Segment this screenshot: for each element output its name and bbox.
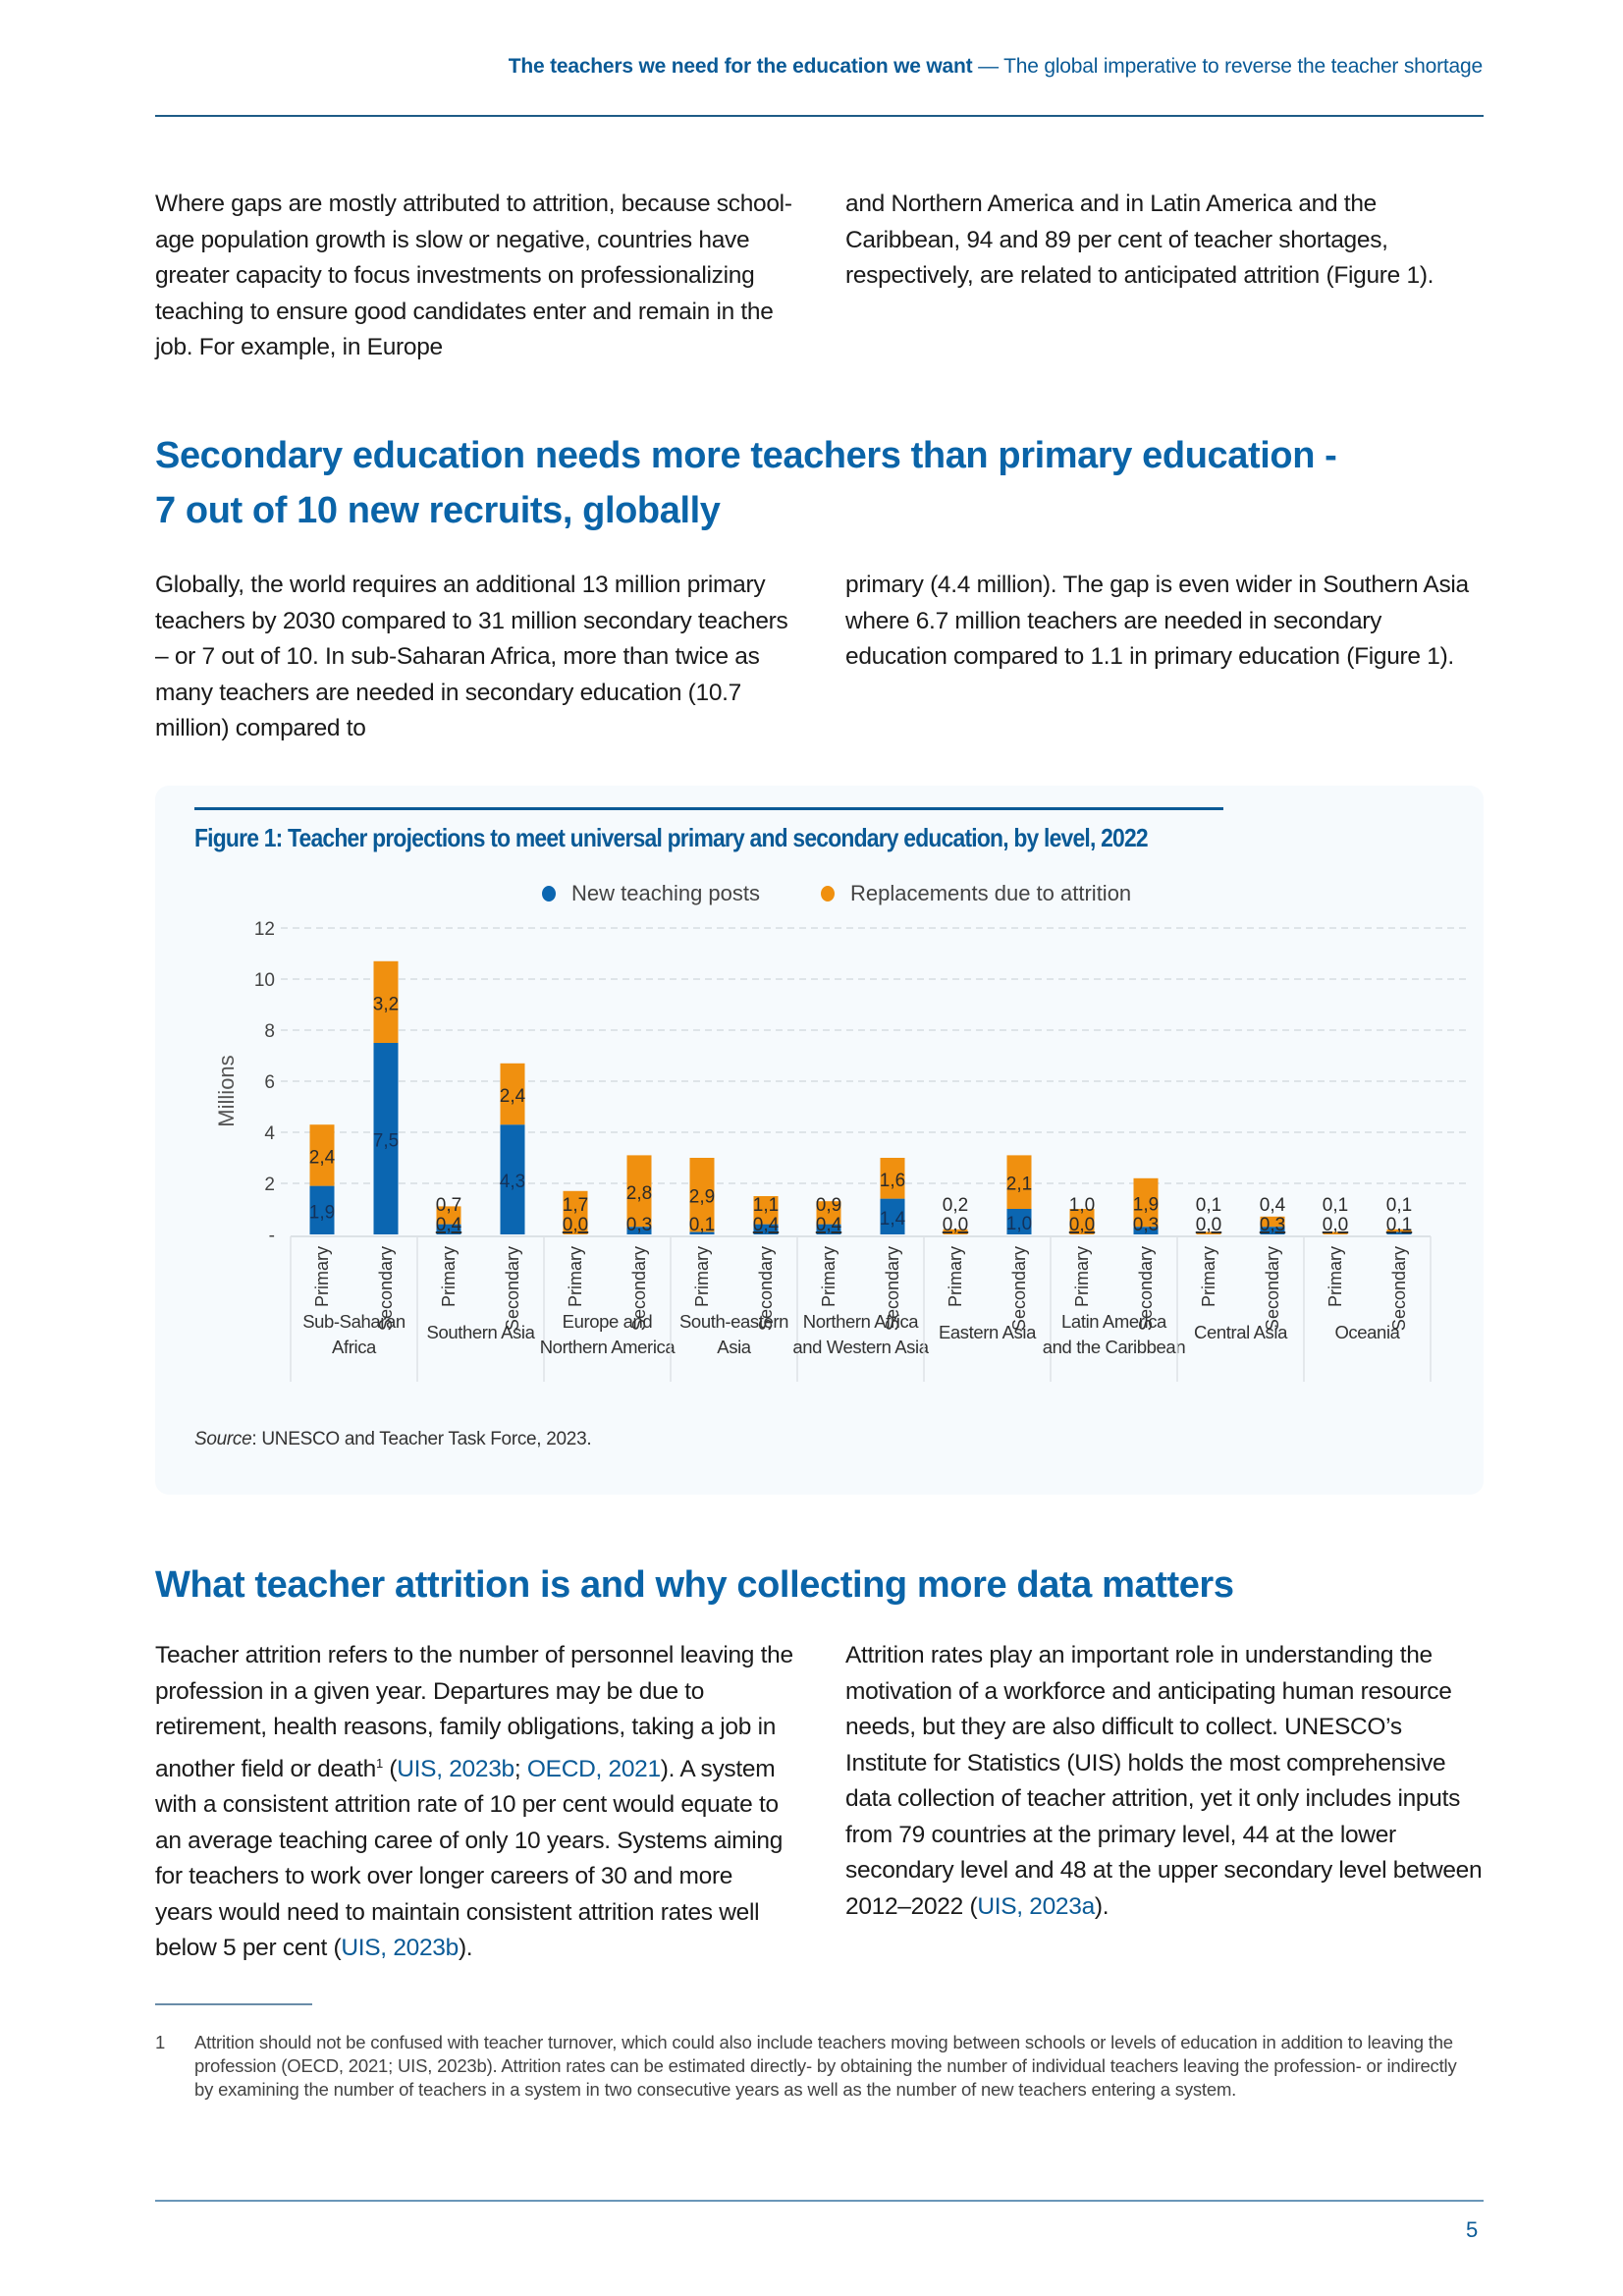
intro-columns: [155, 187, 1484, 366]
x-group-label: Sub-Saharan: [302, 1311, 406, 1332]
x-tick-label-level: Primary: [566, 1246, 585, 1307]
left-text-end: ).: [458, 1935, 473, 1962]
x-tick-label-level: Primary: [439, 1246, 459, 1307]
figure-title: Figure 1: Teacher projections to meet universal primary and secondary education, by level, 2022: [194, 823, 1148, 852]
data-label-new-posts: 0,1: [688, 1215, 716, 1235]
data-label-attrition: 0,1: [1322, 1195, 1349, 1216]
data-label-new-posts: 0,1: [1385, 1215, 1413, 1235]
intro-left-column: [155, 187, 793, 366]
y-tick-label: 10: [253, 970, 275, 991]
data-label-attrition: 1,0: [1068, 1195, 1096, 1216]
data-label-attrition: 3,2: [372, 994, 400, 1015]
data-label-attrition: 2,4: [499, 1086, 526, 1107]
data-label-new-posts: 1,4: [879, 1208, 906, 1230]
y-tick-label: 6: [264, 1072, 275, 1093]
figure-title-rule: [194, 807, 1223, 810]
x-tick-label-level: Secondary: [1009, 1246, 1029, 1332]
x-tick-label-level: Primary: [1072, 1246, 1092, 1307]
data-label-new-posts: 0,4: [815, 1215, 842, 1235]
data-label-attrition: 2,9: [688, 1186, 716, 1208]
intro-left-text: Where gaps are mostly attributed to attrition, because school-age population growth is slow or negative, countries have greater capacity to focus investments on professionalizing teaching to ensure good candidates enter and remain in the job. For example, in Europe: [155, 191, 792, 360]
footnote-text: Attrition should not be confused with teacher turnover, which could also include teachers moving between schools or levels of education in addition to leaving the profession (OECD, 2021; UIS, 2023b). Attrition rates can be estimated directly- by obtaining the number of individual teachers leaving the profession- or indirectly by examining the number of teachers in a system in two consecutive years as well as the number of new teachers entering a system.: [194, 2032, 1457, 2100]
citation-link-uis-2023b-2[interactable]: UIS, 2023b: [341, 1935, 459, 1962]
section2-heading: What teacher attrition is and why collecting more data matters: [155, 1564, 1234, 1606]
section1-heading-line1: Secondary education needs more teachers than primary education -: [155, 435, 1337, 476]
x-group-label: Eastern Asia: [938, 1322, 1037, 1342]
legend-label-new-posts: New teaching posts: [571, 881, 760, 905]
page-number: 5: [1466, 2217, 1479, 2242]
section1-heading-line2: 7 out of 10 new recruits, globally: [155, 490, 721, 531]
header-rule: [155, 115, 1484, 117]
right-text-end: ).: [1094, 1892, 1109, 1920]
citation-link-oecd-2021[interactable]: OECD, 2021: [526, 1755, 661, 1782]
x-group-label: Northern Africa: [802, 1311, 919, 1332]
x-group-label: Southern Asia: [426, 1322, 535, 1342]
data-label-attrition: 1,1: [752, 1195, 780, 1216]
data-label-attrition: 1,6: [879, 1170, 906, 1191]
citation-link-uis-2023a[interactable]: UIS, 2023a: [977, 1892, 1095, 1920]
data-label-new-posts: 0,3: [1132, 1215, 1160, 1235]
x-group-label: Africa: [332, 1337, 376, 1357]
x-tick-label-level: Secondary: [1263, 1246, 1282, 1332]
data-label-new-posts: 0,3: [1259, 1215, 1286, 1235]
legend-dot-orange-icon: [821, 886, 835, 902]
x-group-label: Latin America: [1061, 1311, 1166, 1332]
x-tick-label-level: Primary: [1199, 1246, 1218, 1307]
x-tick-label-level: Secondary: [503, 1246, 522, 1332]
section1-heading: [155, 428, 1336, 538]
x-group-label: Europe and: [562, 1311, 653, 1332]
y-tick-label: -: [268, 1226, 275, 1246]
x-tick-label-level: Secondary: [1136, 1246, 1156, 1332]
data-label-new-posts: 0,0: [1322, 1215, 1349, 1235]
data-label-attrition: 0,4: [1259, 1195, 1286, 1216]
running-header-title: The teachers we need for the education we want: [508, 55, 973, 78]
right-text: Attrition rates play an important role in understanding the motivation of a workforce and anticipating human resource needs, but they are also difficult to collect. UNESCO’s Institute for Statistics (UIS) holds the most comprehensive data collection of teacher attrition, yet it only includes inputs from 79 countries at the primary level, 44 at the lower secondary level and 48 at the upper secondary level between 2012–2022 (: [845, 1642, 1483, 1920]
left-text-part1: Teacher attrition refers to the number of personnel leaving the profession in a given year. Departures may be due to retirement, health reasons, family obligations, taking a job in another field or death: [155, 1642, 793, 1782]
legend-dot-blue-icon: [542, 886, 556, 902]
stacked-bar-chart: [155, 903, 1484, 1394]
y-tick-label: 12: [253, 919, 275, 940]
data-label-new-posts: 0,3: [625, 1215, 653, 1235]
x-tick-label-level: Secondary: [1389, 1246, 1409, 1332]
footnote-number: 1: [155, 2032, 166, 2052]
x-tick-label-level: Primary: [692, 1246, 712, 1307]
x-tick-label-level: Secondary: [883, 1246, 902, 1332]
data-label-new-posts: 0,0: [942, 1215, 969, 1235]
x-group-label: Central Asia: [1194, 1322, 1287, 1342]
x-group-label: Asia: [717, 1337, 751, 1357]
source-label: Source: [194, 1429, 252, 1449]
data-label-attrition: 2,1: [1005, 1174, 1033, 1195]
data-label-new-posts: 0,0: [562, 1215, 589, 1235]
source-text: : UNESCO and Teacher Task Force, 2023.: [251, 1429, 592, 1449]
data-label-new-posts: 1,0: [1005, 1214, 1033, 1234]
data-label-new-posts: 0,4: [752, 1215, 780, 1235]
x-group-label: Oceania: [1334, 1322, 1400, 1342]
footnote: [155, 2031, 1471, 2102]
x-tick-label-level: Secondary: [756, 1246, 776, 1332]
x-group-label: South-eastern: [678, 1311, 789, 1332]
x-group-label: and Western Asia: [792, 1337, 929, 1357]
x-tick-label-level: Primary: [946, 1246, 965, 1307]
x-group-label: and the Caribbean: [1042, 1337, 1186, 1357]
section1-right-column: [845, 568, 1484, 747]
section1-right-text: primary (4.4 million). The gap is even wider in Southern Asia where 6.7 million teachers are needed in secondary education compared to 1.1 in primary education (Figure 1).: [845, 572, 1469, 670]
citation-link-uis-2023b[interactable]: UIS, 2023b: [397, 1755, 514, 1782]
figure-source: [194, 1429, 591, 1450]
intro-right-column: [845, 187, 1484, 366]
y-tick-label: 8: [264, 1021, 275, 1042]
data-label-new-posts: 1,9: [308, 1202, 336, 1224]
running-header-subtitle: — The global imperative to reverse the teacher shortage: [972, 55, 1483, 78]
x-tick-label-level: Primary: [819, 1246, 839, 1307]
y-tick-label: 2: [264, 1175, 275, 1195]
data-label-new-posts: 0,0: [1068, 1215, 1096, 1235]
footer-rule: [155, 2200, 1484, 2202]
section2-right-text: [845, 1638, 1484, 1925]
footnote-ref[interactable]: 1: [375, 1755, 383, 1771]
data-label-attrition: 0,9: [815, 1195, 842, 1216]
data-label-attrition: 1,9: [1132, 1194, 1160, 1216]
x-tick-label-level: Primary: [1325, 1246, 1345, 1307]
data-label-attrition: 0,1: [1385, 1195, 1413, 1216]
data-label-attrition: 1,7: [562, 1195, 589, 1216]
intro-right-text: and Northern America and in Latin America and the Caribbean, 94 and 89 per cent of teacher shortages, respectively, are related to anticipated attrition (Figure 1).: [845, 191, 1434, 289]
data-label-new-posts: 0,4: [435, 1215, 462, 1235]
data-label-attrition: 2,4: [308, 1147, 336, 1169]
data-label-new-posts: 4,3: [499, 1172, 526, 1193]
x-tick-label-level: Secondary: [629, 1246, 649, 1332]
section2-columns: [155, 1638, 1484, 1967]
data-label-attrition: 2,8: [625, 1182, 653, 1204]
running-header: [509, 55, 1483, 79]
footnote-rule: [155, 2003, 312, 2005]
y-tick-label: 4: [264, 1123, 275, 1144]
section1-columns: [155, 568, 1484, 747]
section2-left-column: [155, 1638, 793, 1967]
data-label-new-posts: 7,5: [372, 1130, 400, 1152]
data-label-new-posts: 0,0: [1195, 1215, 1222, 1235]
left-text-part2: ). A system with a consistent attrition rate of 10 per cent would equate to an average teaching caree of only 10 years. Systems aiming for teachers to work over longer careers of 30 and more years would need to maintain consistent attrition rates well below 5 per cent (: [155, 1755, 784, 1962]
section1-left-column: [155, 568, 793, 747]
section2-left-text: Teacher attrition refers to the number of personnel leaving the profession in a given year. Departures may be due to retirement, health reasons, family obligations, taking a job in another field or death$^1$ (UIS, 2023b; OECD, 2021). A system with a consistent attrition rate of 10 per cent would equate to an average teaching caree of only 10 years. Systems aiming for teachers to work over longer careers of 30 and more years would need to maintain consistent attrition rates well below 5 per cent (UIS, 2023b).: [155, 1642, 793, 1962]
x-tick-label-level: Primary: [312, 1246, 332, 1307]
x-group-label: Northern America: [539, 1337, 676, 1357]
data-label-attrition: 0,7: [435, 1195, 462, 1216]
section2-right-column: [845, 1638, 1484, 1967]
data-label-attrition: 0,1: [1195, 1195, 1222, 1216]
x-tick-label-level: Secondary: [376, 1246, 396, 1332]
data-label-attrition: 0,2: [942, 1195, 969, 1216]
section1-left-text: Globally, the world requires an additional 13 million primary teachers by 2030 compared to 31 million secondary teachers – or 7 out of 10. In sub-Saharan Africa, more than twice as many teachers are needed in secondary education (10.7 million) compared to: [155, 572, 788, 741]
y-axis-title: Millions: [214, 1055, 239, 1127]
legend-label-attrition: Replacements due to attrition: [850, 881, 1132, 905]
